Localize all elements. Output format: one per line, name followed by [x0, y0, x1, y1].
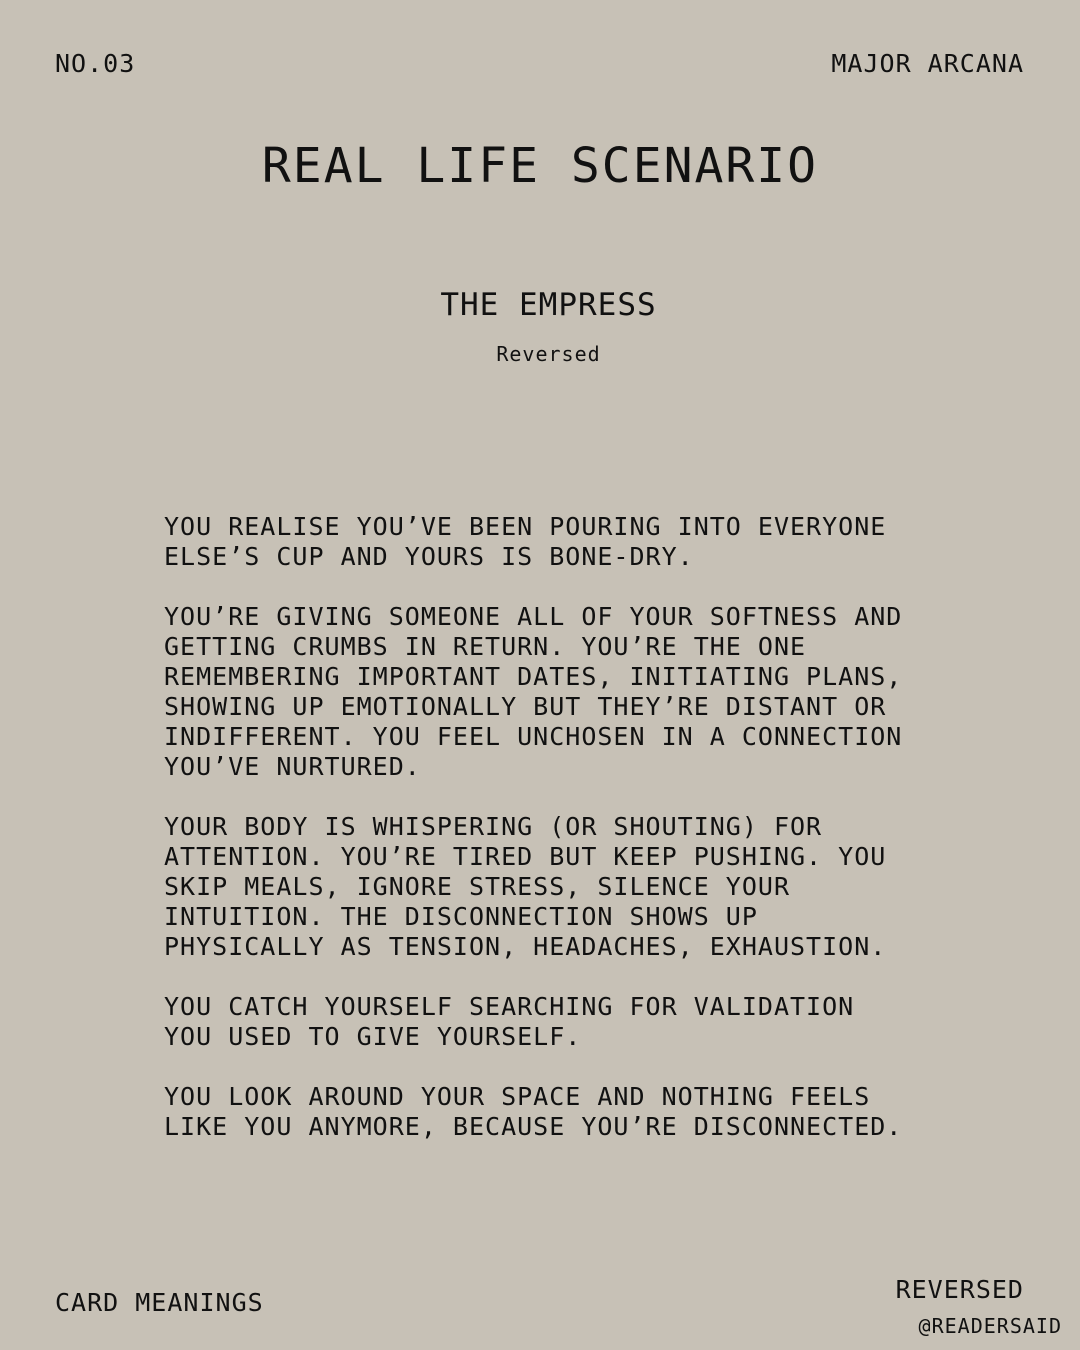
scenario-paragraph-1: YOU REALISE YOU’VE BEEN POURING INTO EVERYONE ELSE’S CUP AND YOURS IS BONE-DRY. [164, 512, 887, 571]
issue-number: NO.03 [55, 49, 136, 78]
card-name: THE EMPRESS [440, 287, 657, 323]
scenario-paragraph-4: YOU CATCH YOURSELF SEARCHING FOR VALIDATION YOU USED TO GIVE YOURSELF. [164, 992, 855, 1051]
category-label: MAJOR ARCANA [831, 49, 1024, 78]
scenario-paragraph-5: YOU LOOK AROUND YOUR SPACE AND NOTHING FEELS LIKE YOU ANYMORE, BECAUSE YOU’RE DISCONNECTED. [164, 1082, 903, 1141]
scenario-body [164, 512, 924, 1172]
page-title: REAL LIFE SCENARIO [261, 138, 819, 194]
card-orientation: Reversed [496, 342, 601, 366]
footer-orientation-label: REVERSED [895, 1275, 1024, 1304]
scenario-paragraph-2: YOU’RE GIVING SOMEONE ALL OF YOUR SOFTNESS AND GETTING CRUMBS IN RETURN. YOU’RE THE ONE REMEMBERING IMPORTANT DATES, INITIATING PLANS, SHOWING UP EMOTIONALLY BUT THEY’RE DISTANT OR INDIFFERENT. YOU FEEL UNCHOSEN IN A CONNECTION YOU’VE NURTURED. [164, 602, 903, 781]
social-handle: @READERSAID [918, 1314, 1062, 1338]
footer-section-label: CARD MEANINGS [55, 1288, 264, 1317]
scenario-paragraph-3: YOUR BODY IS WHISPERING (OR SHOUTING) FOR ATTENTION. YOU’RE TIRED BUT KEEP PUSHING. YOU SKIP MEALS, IGNORE STRESS, SILENCE YOUR INTUITION. THE DISCONNECTION SHOWS UP PHYSICALLY AS TENSION, HEADACHES, EXHAUSTION. [164, 812, 887, 961]
